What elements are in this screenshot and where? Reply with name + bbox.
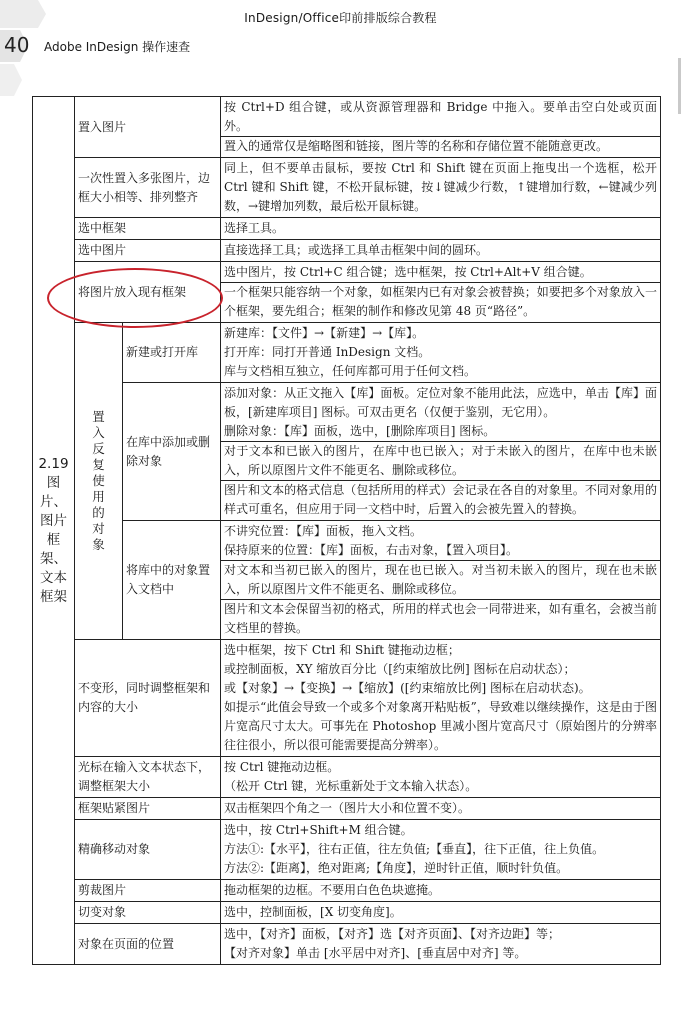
table-row xyxy=(33,880,661,902)
task-cell: 光标在输入文本状态下，调整框架大小 xyxy=(75,757,221,798)
table-row xyxy=(33,924,661,965)
task-cell: 将库中的对象置入文档中 xyxy=(123,521,221,640)
description-line: 图片和文本会保留当初的格式，所用的样式也会一同带进来，如有重名，会被当前文档里的替换。 xyxy=(221,599,660,638)
section-number: 2.19 xyxy=(38,455,69,472)
description-line: 打开库：同打开普通 InDesign 文档。 xyxy=(224,345,431,359)
description-line: 方法①:【水平】，往右正值，往左负值;【垂直】，往下正值，往上负值。 xyxy=(224,842,605,856)
table-row xyxy=(33,240,661,262)
section-title-line: 文本 xyxy=(40,569,67,586)
description-line: 按 Ctrl+D 组合键，或从资源管理器和 Bridge 中拖入。要单击空白处或页面外。 xyxy=(224,100,658,133)
table-row xyxy=(33,158,661,218)
task-cell: 一次性置入多张图片，边框大小相等、排列整齐 xyxy=(75,158,221,218)
table-row xyxy=(33,820,661,880)
description-cell xyxy=(221,880,661,902)
description-line: 对于文本和已嵌入的图片，在库中也已嵌入；对于未嵌入的图片，在库中也未嵌入，所以原图片文件不能更名、删除或移位。 xyxy=(221,441,660,480)
description-line: 同上，但不要单击鼠标，要按 Ctrl 和 Shift 键在页面上拖曳出一个选框，松开 Ctrl 键和 Shift 键，不松开鼠标键，按↓键减少行数，↑键增加行数，←键减少列数，→键增加列数，最后松开鼠标键。 xyxy=(224,161,658,213)
description-cell xyxy=(221,383,661,521)
description-cell xyxy=(221,820,661,880)
task-cell: 剪裁图片 xyxy=(75,880,221,902)
description-cell xyxy=(221,240,661,262)
book-title: InDesign/Office印前排版综合教程 xyxy=(244,11,437,25)
description-cell xyxy=(221,262,661,323)
table-row xyxy=(33,521,661,640)
description-line: 对文本和当初已嵌入的图片，现在也已嵌入。对当初未嵌入的图片，现在也未嵌入，所以原图片文件不能更名、删除或移位。 xyxy=(221,560,660,599)
description-line: 选中框架，按下 Ctrl 和 Shift 键拖动边框； xyxy=(224,643,460,657)
description-line: 或【对象】→【变换】→【缩放】([约束缩放比例] 图标在启动状态)。 xyxy=(224,681,591,695)
section-cell xyxy=(33,97,75,965)
description-line: 不讲究位置：【库】面板，拖入文档。 xyxy=(224,524,423,538)
description-cell xyxy=(221,97,661,158)
table-row xyxy=(33,902,661,924)
task-cell: 置入图片 xyxy=(75,97,221,158)
page-number: 40 xyxy=(4,33,30,57)
description-line: 拖动框架的边框。不要用白色色块遮掩。 xyxy=(224,883,441,897)
description-cell xyxy=(221,757,661,798)
task-cell: 选中图片 xyxy=(75,240,221,262)
section-title-line: 框架 xyxy=(40,588,67,605)
description-line: 【对齐对象】单击 [水平居中对齐]、[垂直居中对齐] 等。 xyxy=(224,946,527,960)
table-row xyxy=(33,757,661,798)
description-cell xyxy=(221,798,661,820)
table-row xyxy=(33,383,661,521)
quick-reference-table xyxy=(32,96,661,965)
description-line: 按 Ctrl 键拖动边框。 xyxy=(224,760,340,774)
task-cell: 对象在页面的位置 xyxy=(75,924,221,965)
description-line: 选中图片，按 Ctrl+C 组合键；选中框架，按 Ctrl+Alt+V 组合键。 xyxy=(224,265,592,279)
description-line: 保持原来的位置：【库】面板，右击对象，【置入项目】。 xyxy=(224,543,519,557)
description-line: 置入的通常仅是缩略图和链接，图片等的名称和存储位置不能随意更改。 xyxy=(221,136,660,156)
table-row xyxy=(33,323,661,383)
table-row xyxy=(33,798,661,820)
section-title-line: 框架、 xyxy=(40,531,67,567)
table-row xyxy=(33,97,661,158)
task-cell: 精确移动对象 xyxy=(75,820,221,880)
description-cell xyxy=(221,158,661,218)
description-cell xyxy=(221,640,661,757)
task-cell: 框架贴紧图片 xyxy=(75,798,221,820)
description-cell xyxy=(221,902,661,924)
section-title-line: 图片 xyxy=(40,512,67,529)
table-row xyxy=(33,218,661,240)
description-line: 库与文档相互独立，任何库都可用于任何文档。 xyxy=(224,364,477,378)
description-line: 添加对象：从正文拖入【库】面板。定位对象不能用此法，应选中，单击【库】面板，[新建库项目] 图标。可双击更名（仅便于鉴别，无它用）。 xyxy=(224,386,658,419)
description-cell xyxy=(221,521,661,640)
task-cell: 切变对象 xyxy=(75,902,221,924)
table-row xyxy=(33,262,661,323)
description-line: 如提示“此值会导致一个或多个对象离开粘贴板”，导致难以继续操作，这是由于图片宽高尺寸太大。可事先在 Photoshop 里减小图片宽高尺寸（原始图片的分辨率往往很小，所以很可能需要提高分辨率）。 xyxy=(224,700,658,752)
description-line: 选中，控制面板，[X 切变角度]。 xyxy=(224,905,402,919)
task-cell: 在库中添加或删除对象 xyxy=(123,383,221,521)
description-line: 方法②:【距离】，绝对距离;【角度】，逆时针正值，顺时针负值。 xyxy=(224,861,569,875)
description-line: 选中，【对齐】面板，【对齐】选【对齐页面】、【对齐边距】等； xyxy=(224,927,561,941)
description-line: 直接选择工具；或选择工具单击框架中间的圆环。 xyxy=(224,243,489,257)
description-line: 删除对象：【库】面板，选中，[删除库项目] 图标。 xyxy=(224,424,496,438)
description-cell xyxy=(221,218,661,240)
description-line: 或控制面板，XY 缩放百分比（[约束缩放比例] 图标在启动状态）； xyxy=(224,662,576,676)
description-cell xyxy=(221,924,661,965)
table-row xyxy=(33,640,661,757)
description-line: 选中，按 Ctrl+Shift+M 组合键。 xyxy=(224,823,413,837)
task-cell: 选中框架 xyxy=(75,218,221,240)
description-line: 一个框架只能容纳一个对象，如框架内已有对象会被替换；如要把多个对象放入一个框架，要先组合；框架的制作和修改见第 48 页“路径”。 xyxy=(221,282,660,321)
description-line: 双击框架四个角之一（图片大小和位置不变）。 xyxy=(224,801,471,815)
library-group-label: 置入反复使用的对象 xyxy=(92,409,105,552)
task-cell: 新建或打开库 xyxy=(123,323,221,383)
task-cell: 不变形，同时调整框架和内容的大小 xyxy=(75,640,221,757)
description-line: 图片和文本的格式信息（包括所用的样式）会记录在各自的对象里。不同对象用的样式可重名，但应用于同一文档中时，后置入的会被先置入的替换。 xyxy=(221,480,660,519)
description-line: （松开 Ctrl 键，光标重新处于文本输入状态）。 xyxy=(224,779,478,793)
description-line: 选择工具。 xyxy=(224,221,285,235)
chapter-title: Adobe InDesign 操作速查 xyxy=(44,40,191,54)
task-cell: 将图片放入现有框架 xyxy=(75,262,221,323)
section-title-line: 图片、 xyxy=(40,474,67,510)
description-cell xyxy=(221,323,661,383)
library-group-cell xyxy=(75,323,123,640)
description-line: 新建库：【文件】→【新建】→【库】。 xyxy=(224,326,425,340)
